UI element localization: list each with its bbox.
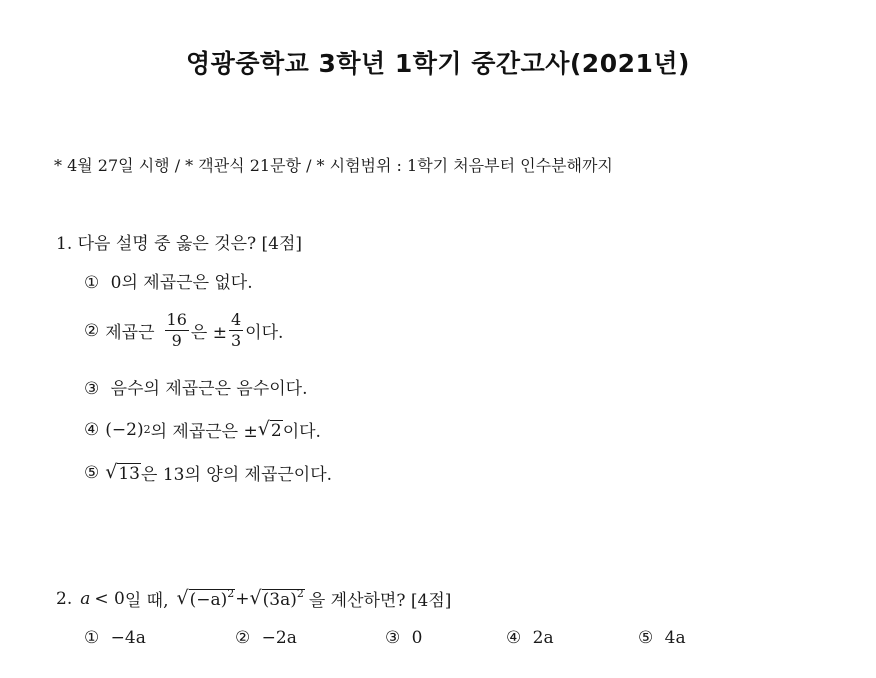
option-text-pre: 제곱근 bbox=[105, 323, 155, 343]
q2-option-1[interactable] bbox=[84, 628, 146, 648]
q2-option-5[interactable] bbox=[638, 628, 686, 648]
radical-sign: √ bbox=[257, 418, 270, 440]
option-mark: ② bbox=[235, 628, 251, 648]
denominator: 9 bbox=[171, 331, 182, 350]
q1-option-3[interactable] bbox=[84, 374, 308, 399]
plus-sign: + bbox=[235, 588, 250, 609]
option-mark: ④ bbox=[84, 419, 100, 440]
exam-title: 영광중학교 3학년 1학기 중간고사(2021년) bbox=[186, 49, 690, 78]
denominator: 3 bbox=[230, 331, 242, 350]
variable-a: a bbox=[80, 588, 91, 609]
option-value: 4a bbox=[664, 628, 686, 648]
option-value: 2a bbox=[532, 628, 554, 648]
option-value: −4a bbox=[110, 628, 146, 648]
option-mark: ⑤ bbox=[638, 628, 654, 648]
numerator: 4 bbox=[230, 310, 242, 329]
option-mark: ③ bbox=[385, 628, 401, 648]
exponent: 2 bbox=[227, 587, 235, 600]
option-text-mid: 은 ± bbox=[190, 323, 227, 343]
q1-option-5[interactable] bbox=[84, 460, 332, 485]
question-post: 을 계산하면? [4점] bbox=[308, 591, 452, 611]
option-text: 0의 제곱근은 없다. bbox=[110, 273, 253, 293]
option-text-post: 이다. bbox=[282, 422, 321, 442]
radicand: (−a) bbox=[189, 590, 228, 610]
option-mark: ⑤ bbox=[84, 462, 100, 483]
sqrt-neg-a-squared bbox=[177, 587, 236, 610]
q1-option-2[interactable] bbox=[84, 310, 283, 351]
option-text-post: 이다. bbox=[245, 323, 284, 343]
q1-option-1[interactable] bbox=[84, 268, 253, 293]
sqrt-2 bbox=[258, 418, 283, 441]
exam-info: * 4월 27일 시행 / * 객관식 21문항 / * 시험범위 : 1학기 처음부터 인수분해까지 bbox=[54, 156, 613, 175]
option-value: 0 bbox=[411, 628, 423, 648]
question-number: 2. bbox=[56, 588, 73, 609]
fraction-4-3 bbox=[229, 310, 243, 351]
option-value: −2a bbox=[261, 628, 297, 648]
radicand: 2 bbox=[270, 421, 282, 441]
sqrt-3a-squared bbox=[250, 587, 305, 610]
condition: < 0 bbox=[94, 588, 125, 609]
question-2-stem bbox=[56, 586, 451, 611]
option-mark: ③ bbox=[84, 379, 100, 399]
option-text-post: 은 13의 양의 제곱근이다. bbox=[141, 465, 333, 485]
option-text-mid: 의 제곱근은 ± bbox=[150, 422, 258, 442]
math-base: (−2) bbox=[105, 419, 144, 440]
option-text: 음수의 제곱근은 음수이다. bbox=[110, 379, 308, 399]
q2-option-4[interactable] bbox=[506, 628, 554, 648]
q2-option-3[interactable] bbox=[385, 628, 422, 648]
radical-sign: √ bbox=[176, 587, 189, 609]
radicand: (3a) bbox=[262, 590, 297, 610]
option-mark: ① bbox=[84, 628, 100, 648]
radical-sign: √ bbox=[249, 587, 262, 609]
exponent: 2 bbox=[296, 587, 304, 600]
radical-sign: √ bbox=[105, 461, 118, 483]
option-mark: ② bbox=[84, 320, 100, 341]
radicand: 13 bbox=[118, 464, 140, 484]
option-mark: ④ bbox=[506, 628, 522, 648]
q2-option-2[interactable] bbox=[235, 628, 297, 648]
question-1-stem: 1. 다음 설명 중 옳은 것은? [4점] bbox=[56, 234, 303, 254]
option-mark: ① bbox=[84, 273, 100, 293]
numerator: 16 bbox=[166, 310, 187, 329]
q1-option-4[interactable]: ④ (−2) 2 의 제곱근은 ± √ 2 이다. bbox=[84, 418, 321, 442]
condition-post: 일 때, bbox=[124, 591, 169, 611]
sqrt-13 bbox=[105, 461, 141, 484]
fraction-16-9 bbox=[165, 310, 189, 351]
